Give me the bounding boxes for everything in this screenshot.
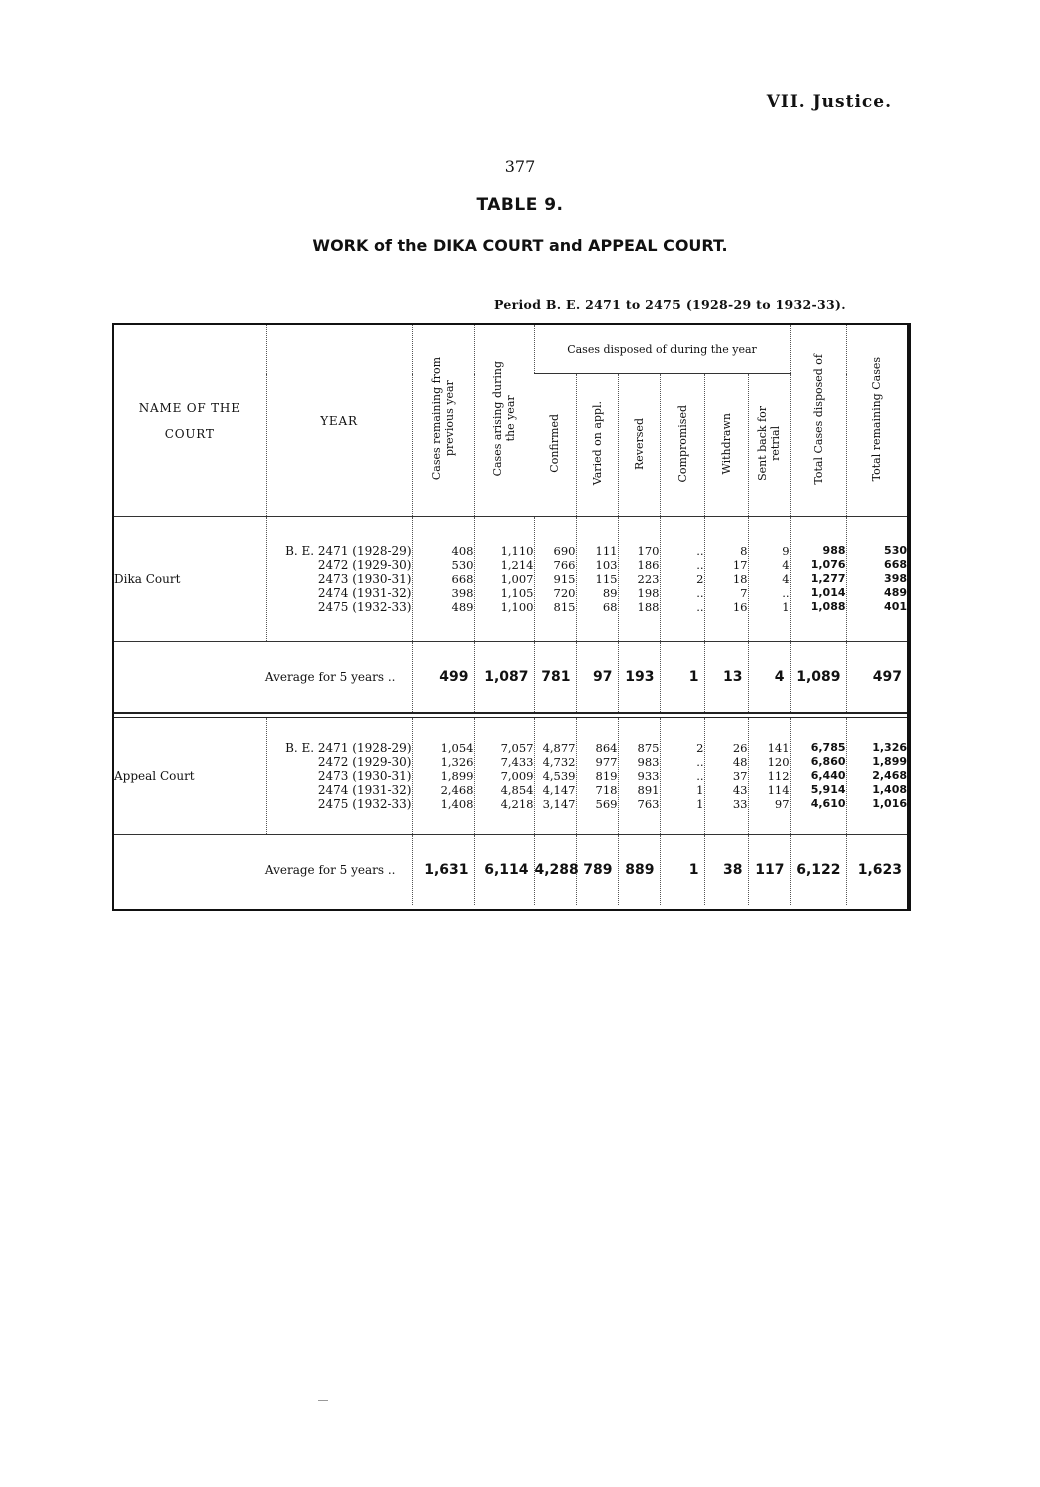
avg-reversed: 889 [618, 835, 660, 906]
withdrawn-values: 26 48 37 43 33 [704, 718, 748, 835]
withdrawn-values: 8 17 18 7 16 [704, 517, 748, 642]
varied-values: 864 977 819 718 569 [576, 718, 618, 835]
avg-total-disposed: 1,089 [790, 642, 846, 714]
varied-values: 111 103 115 89 68 [576, 517, 618, 642]
compromised-values: .. .. 2 .. .. [660, 517, 704, 642]
avg-compromised: 1 [660, 835, 704, 906]
header-withdrawn-label: Withdrawn [719, 412, 733, 475]
header-total-remaining-label: Total remaining Cases [870, 356, 884, 482]
avg-confirmed: 4,288 [534, 835, 576, 906]
avg-sent-back: 4 [748, 642, 790, 714]
header-remaining-prev-label: Cases remaining from previous year [430, 357, 456, 481]
court-name: Appeal Court [114, 769, 195, 783]
average-label: Average for 5 years .. [114, 642, 412, 714]
header-confirmed [534, 374, 576, 517]
header-reversed [618, 374, 660, 517]
sent-back-values: 141 120 112 114 97 [748, 718, 790, 835]
avg-arising: 6,114 [474, 835, 534, 906]
header-sent-back [748, 374, 790, 517]
arising-values: 7,057 7,433 7,009 4,854 4,218 [474, 718, 534, 835]
header-sent-back-label: Sent back for retrial [756, 406, 782, 481]
average-label: Average for 5 years .. [114, 835, 412, 906]
compromised-values: 2 .. .. 1 1 [660, 718, 704, 835]
header-year: YEAR [266, 325, 412, 517]
header-withdrawn [704, 374, 748, 517]
sent-back-values: 9 4 4 .. 1 [748, 517, 790, 642]
header-total-remaining [846, 325, 907, 517]
header-arising [474, 325, 534, 517]
total-remaining-values: 530 668 398 489 401 [846, 517, 907, 642]
avg-withdrawn: 13 [704, 642, 748, 714]
avg-remaining-prev: 1,631 [412, 835, 474, 906]
header-varied [576, 374, 618, 517]
total-disposed-values: 988 1,076 1,277 1,014 1,088 [790, 517, 846, 642]
court-name: Dika Court [114, 572, 181, 586]
year-list: B. E. 2471 (1928-29) 2472 (1929-30) 2473 (1930-31) 2474 (1931-32) 2475 (1932-33) [266, 517, 412, 642]
header-arising-label: Cases arising during the year [491, 361, 517, 477]
header-total-disposed-label: Total Cases disposed of [811, 353, 825, 485]
header-reversed-label: Reversed [632, 417, 646, 470]
reversed-values: 170 186 223 198 188 [618, 517, 660, 642]
reversed-values: 875 983 933 891 763 [618, 718, 660, 835]
avg-varied: 97 [576, 642, 618, 714]
avg-confirmed: 781 [534, 642, 576, 714]
avg-total-remaining: 1,623 [846, 835, 907, 906]
avg-sent-back: 117 [748, 835, 790, 906]
remaining-prev-values: 408 530 668 398 489 [412, 517, 474, 642]
avg-total-remaining: 497 [846, 642, 907, 714]
avg-compromised: 1 [660, 642, 704, 714]
table-row [114, 718, 907, 835]
header-name-label: NAME OF THE COURT [138, 400, 241, 441]
average-row [114, 642, 907, 714]
avg-varied: 789 [576, 835, 618, 906]
header-name-of-court [114, 325, 266, 517]
header-disposed-group: Cases disposed of during the year [534, 325, 790, 374]
table-row [114, 517, 907, 642]
avg-arising: 1,087 [474, 642, 534, 714]
avg-remaining-prev: 499 [412, 642, 474, 714]
header-compromised-label: Compromised [675, 404, 689, 483]
confirmed-values: 690 766 915 720 815 [534, 517, 576, 642]
table-subtitle: WORK of the DIKA COURT and APPEAL COURT. [312, 236, 728, 255]
justice-table [114, 325, 907, 905]
average-row [114, 835, 907, 906]
header-remaining-prev [412, 325, 474, 517]
confirmed-values: 4,877 4,732 4,539 4,147 3,147 [534, 718, 576, 835]
avg-total-disposed: 6,122 [790, 835, 846, 906]
header-varied-label: Varied on appl. [590, 401, 604, 486]
running-head: VII. Justice. [766, 92, 892, 112]
remaining-prev-values: 1,054 1,326 1,899 2,468 1,408 [412, 718, 474, 835]
header-confirmed-label: Confirmed [548, 414, 562, 473]
table-title: TABLE 9. [476, 195, 564, 215]
avg-reversed: 193 [618, 642, 660, 714]
total-remaining-values: 1,326 1,899 2,468 1,408 1,016 [846, 718, 907, 835]
year-list: B. E. 2471 (1928-29) 2472 (1929-30) 2473 (1930-31) 2474 (1931-32) 2475 (1932-33) [266, 718, 412, 835]
scan-mark [318, 1400, 328, 1401]
total-disposed-values: 6,785 6,860 6,440 5,914 4,610 [790, 718, 846, 835]
avg-withdrawn: 38 [704, 835, 748, 906]
header-total-disposed [790, 325, 846, 517]
page-number: 377 [504, 157, 536, 176]
period-caption: Period B. E. 2471 to 2475 (1928-29 to 1932-33). [494, 297, 846, 312]
arising-values: 1,110 1,214 1,007 1,105 1,100 [474, 517, 534, 642]
header-compromised [660, 374, 704, 517]
